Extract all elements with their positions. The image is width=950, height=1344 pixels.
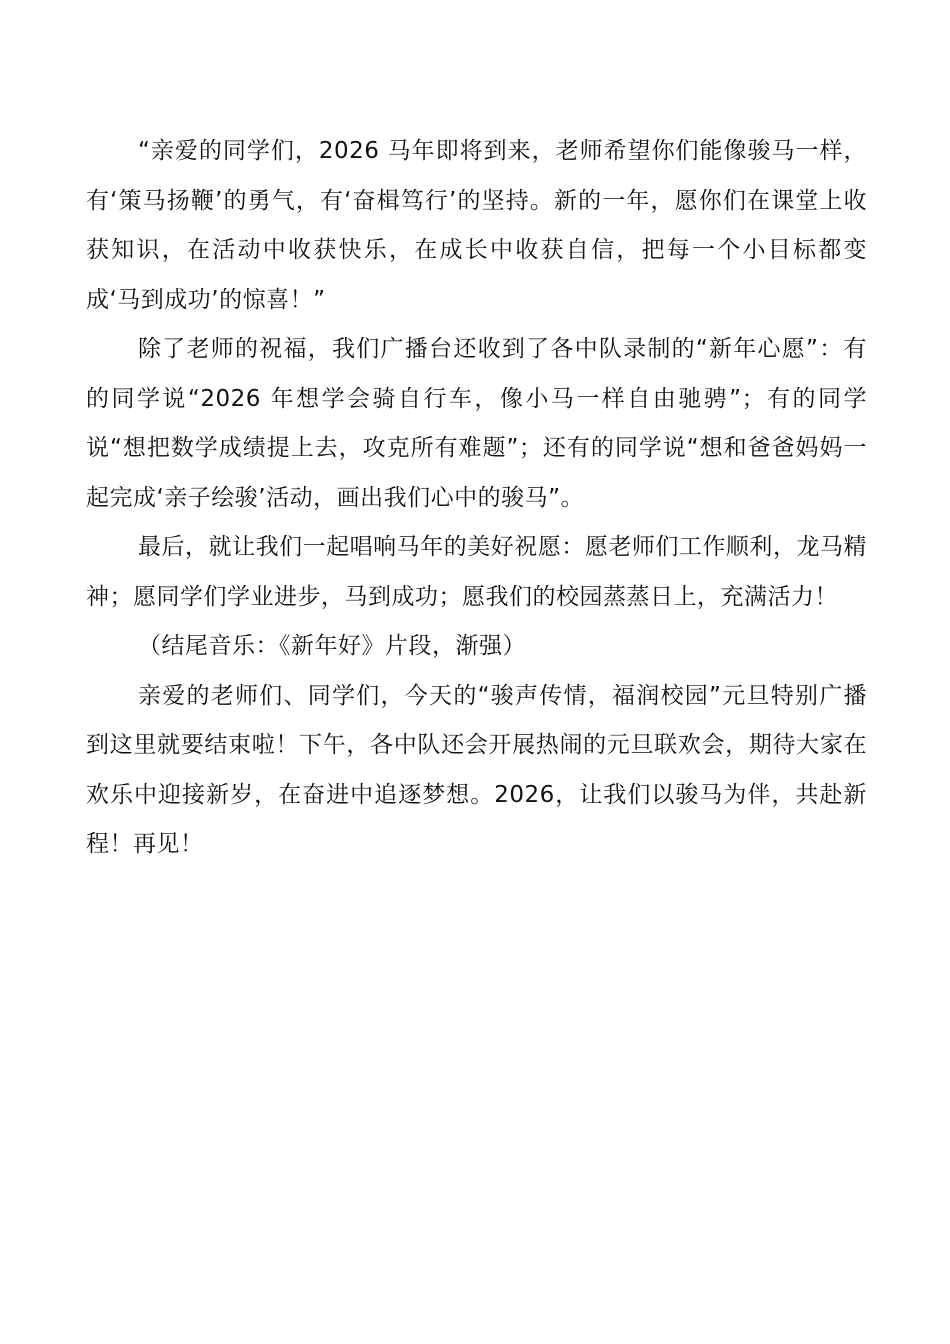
paragraph-new-year-wishes: 除了老师的祝福，我们广播台还收到了各中队录制的“新年心愿”：有的同学说“2026 年想学会骑自行车，像小马一样自由驰骋”；有的同学说“想把数学成绩提上去，攻克所有难题”；还有的同学说“想和爸爸妈妈一起完成‘亲子绘骏’活动，画出我们心中的骏马”。 bbox=[86, 336, 867, 511]
paragraph-closing-remarks: 亲爱的老师们、同学们，今天的“骏声传情，福润校园”元旦特别广播到这里就要结束啦！下午，各中队还会开展热闹的元旦联欢会，期待大家在欢乐中迎接新岁，在奋进中追逐梦想。2026，让我们以骏马为伴，共赴新程！再见！ bbox=[86, 682, 867, 857]
paragraph-final-blessing: 最后，就让我们一起唱响马年的美好祝愿：愿老师们工作顺利，龙马精神；愿同学们学业进步，马到成功；愿我们的校园蒸蒸日上，充满活力！ bbox=[86, 534, 867, 610]
document-body bbox=[86, 127, 867, 870]
paragraph-teacher-wish: “亲爱的同学们，2026 马年即将到来，老师希望你们能像骏马一样，有‘策马扬鞭’的勇气，有‘奋楫笃行’的坚持。新的一年，愿你们在课堂上收获知识，在活动中收获快乐，在成长中收获自信，把每一个小目标都变成‘马到成功’的惊喜！” bbox=[86, 138, 867, 313]
paragraph-music-cue: （结尾音乐：《新年好》片段，渐强） bbox=[138, 633, 526, 659]
